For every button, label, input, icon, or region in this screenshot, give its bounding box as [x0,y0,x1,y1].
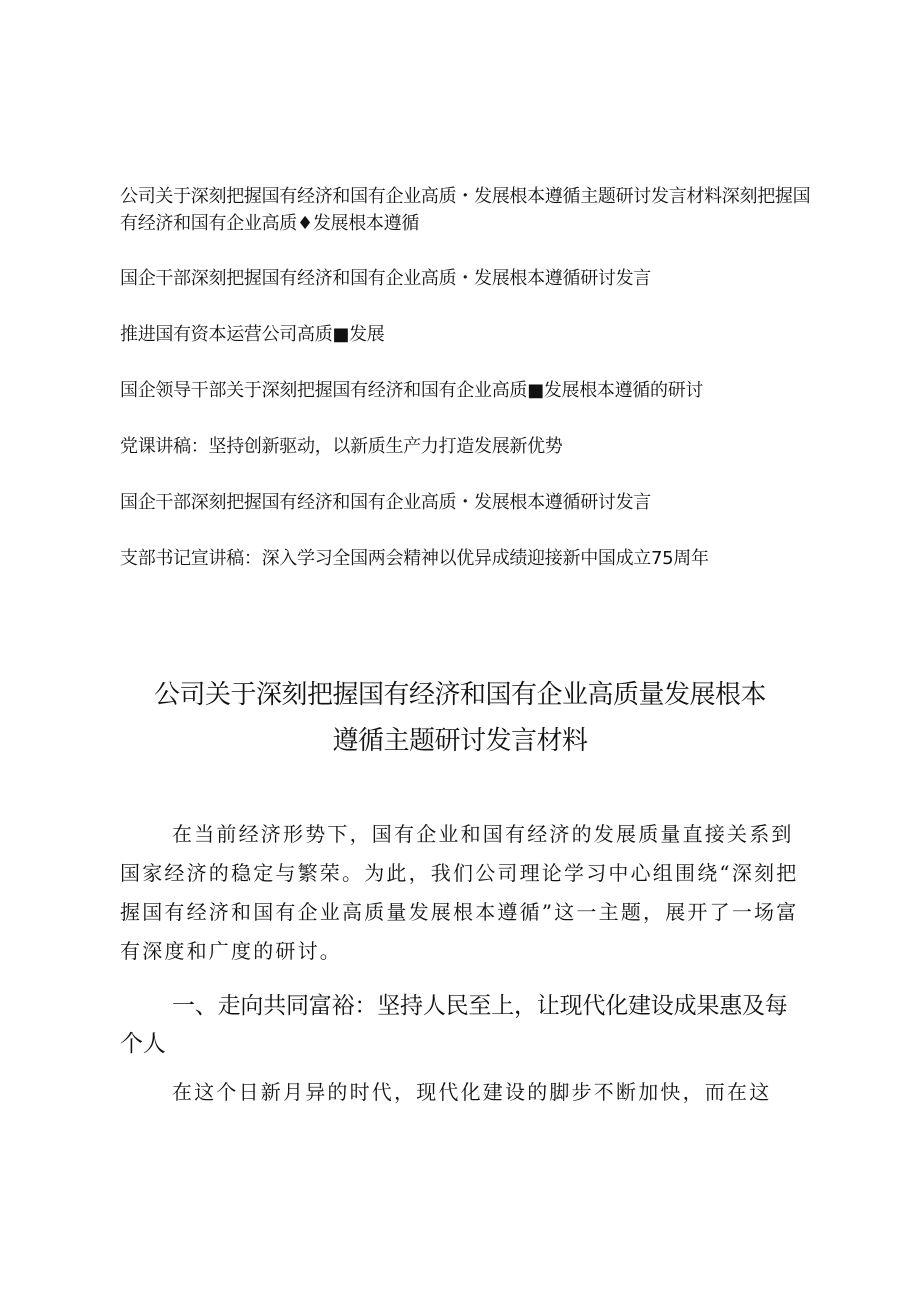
toc-item[interactable]: 公司关于深刻把握国有经济和国有企业高质・发展根本遵循主题研讨发言材料深刻把握国有经济和国有企业高质♦发展根本遵循 [120,186,811,234]
document-title-line2: 遵循主题研讨发言材料 [332,726,588,756]
table-of-contents [120,183,820,601]
document-title-line1: 公司关于深刻把握国有经济和国有企业高质量发展根本 [153,680,766,710]
toc-item[interactable]: 国企干部深刻把握国有经济和国有企业高质・发展根本遵循研讨发言 [120,268,651,289]
document-title [120,672,800,764]
section-heading: 一、走向共同富裕：坚持人民至上，让现代化建设成果惠及每个人 [120,993,788,1057]
toc-item[interactable]: 支部书记宣讲稿：深入学习全国两会精神以优异成绩迎接新中国成立75周年 [120,548,709,569]
toc-item[interactable]: 国企干部深刻把握国有经济和国有企业高质・发展根本遵循研讨发言 [120,492,651,513]
toc-item[interactable]: 党课讲稿：坚持创新驱动，以新质生产力打造发展新优势 [120,436,563,457]
intro-paragraph: 在当前经济形势下，国有企业和国有经济的发展质量直接关系到国家经济的稳定与繁荣。为此，我们公司理论学习中心组围绕“深刻把握国有经济和国有企业高质量发展根本遵循”这一主题，展开了一场富有深度和广度的研讨。 [120,822,799,963]
section-paragraph: 在这个日新月异的时代，现代化建设的脚步不断加快，而在这 [172,1080,772,1104]
toc-item[interactable]: 国企领导干部关于深刻把握国有经济和国有企业高质■发展根本遵循的研讨 [120,380,704,401]
toc-item[interactable]: 推进国有资本运营公司高质■发展 [120,324,385,345]
